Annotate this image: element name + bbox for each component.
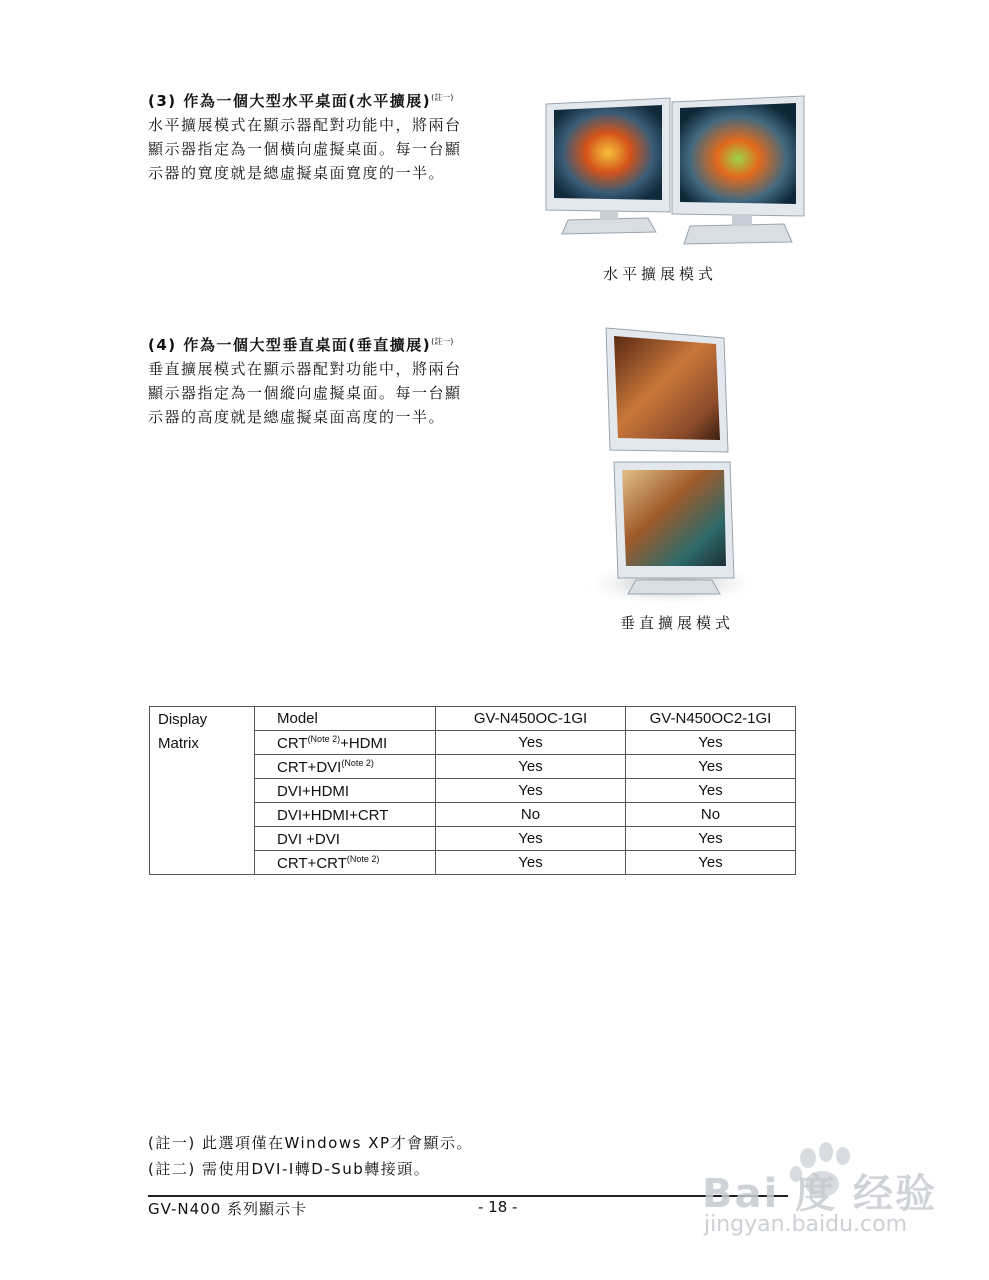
table-label-line: Display: [158, 711, 208, 728]
display-matrix-table: [149, 706, 796, 875]
section-body-line: 顯示器指定為一個橫向虛擬桌面。每一台顯: [148, 140, 462, 158]
table-header-row: [150, 707, 796, 731]
table-label-line: Matrix: [158, 735, 199, 752]
row-model: DVI+HDMI+CRT: [255, 803, 436, 827]
row-value-col1: Yes: [436, 755, 626, 779]
section-vertical-span: [148, 330, 508, 429]
footer-product: GV-N400 系列顯示卡: [148, 1200, 308, 1218]
header-col1: GV-N450OC-1GI: [436, 707, 626, 731]
section-body-line: 顯示器指定為一個縱向虛擬桌面。每一台顯: [148, 384, 462, 402]
section-heading: (3) 作為一個大型水平桌面(水平擴展)$^{(註一)}$: [148, 92, 454, 110]
vertical-monitors-image: [576, 322, 756, 607]
section-body-line: 水平擴展模式在顯示器配對功能中，將兩台: [148, 116, 462, 134]
footnote: (註一) 此選項僅在Windows XP才會顯示。: [148, 1134, 474, 1152]
page-number: - 18 -: [478, 1198, 518, 1216]
row-value-col2: Yes: [626, 755, 796, 779]
row-value-col2: Yes: [626, 827, 796, 851]
header-model: Model: [255, 707, 436, 731]
row-model: $CRT+CRT^{(Note 2)}$: [255, 851, 436, 875]
section-heading: (4) 作為一個大型垂直桌面(垂直擴展)$^{(註一)}$: [148, 336, 454, 354]
section-body-line: 垂直擴展模式在顯示器配對功能中，將兩台: [148, 360, 462, 378]
row-model: DVI+HDMI: [255, 779, 436, 803]
row-model: DVI +DVI: [255, 827, 436, 851]
horizontal-monitors-image: [538, 92, 813, 262]
table-label-cell: [150, 707, 255, 875]
footnote: (註二) 需使用DVI-I轉D-Sub轉接頭。: [148, 1160, 431, 1178]
row-value-col1: Yes: [436, 731, 626, 755]
row-value-col1: No: [436, 803, 626, 827]
row-value-col2: Yes: [626, 851, 796, 875]
row-value-col2: No: [626, 803, 796, 827]
row-value-col1: Yes: [436, 851, 626, 875]
row-model: $CRT+DVI^{(Note 2)}$: [255, 755, 436, 779]
row-model: $CRT^{(Note 2)}+HDMI$: [255, 731, 436, 755]
section-body-line: 示器的高度就是總虛擬桌面高度的一半。: [148, 408, 446, 426]
row-value-col2: Yes: [626, 779, 796, 803]
row-value-col2: Yes: [626, 731, 796, 755]
section-body-line: 示器的寬度就是總虛擬桌面寬度的一半。: [148, 164, 446, 182]
figure-caption: 水平擴展模式: [603, 265, 718, 283]
row-value-col1: Yes: [436, 779, 626, 803]
watermark-logo-text: Bai 度 经验: [702, 1171, 938, 1217]
baidu-watermark: [700, 1140, 980, 1250]
footer-rule: [148, 1195, 788, 1197]
section-horizontal-span: [148, 86, 508, 185]
row-value-col1: Yes: [436, 827, 626, 851]
footnotes: [148, 1130, 473, 1182]
watermark-url: jingyan.baidu.com: [704, 1212, 908, 1237]
header-col2: GV-N450OC2-1GI: [626, 707, 796, 731]
figure-caption: 垂直擴展模式: [620, 614, 735, 632]
